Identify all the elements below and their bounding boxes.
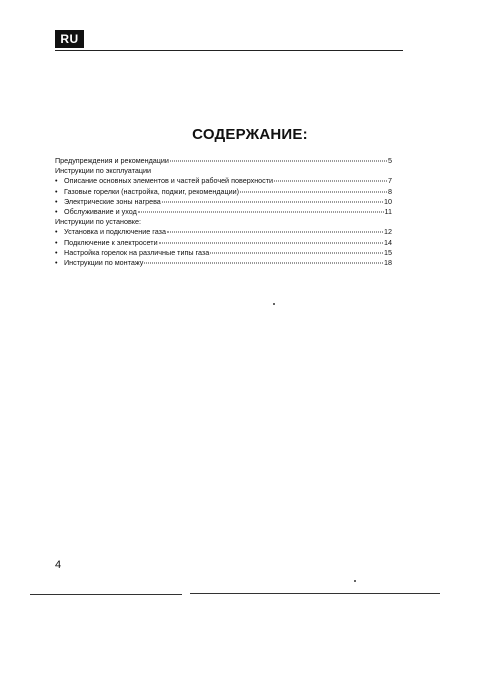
language-badge: RU (55, 30, 84, 48)
toc-entry-label: Обслуживание и уход (64, 206, 137, 216)
toc-entry-page: 8 (388, 186, 392, 196)
bullet-icon: • (55, 247, 58, 257)
toc-entry-page: 5 (388, 156, 392, 165)
dot-leader (274, 181, 387, 182)
toc-entry-page: 14 (384, 237, 392, 247)
bullet-icon: • (55, 237, 58, 247)
table-of-contents (55, 156, 392, 268)
dot-leader (144, 262, 383, 263)
toc-entry-label: Предупреждения и рекомендации (55, 156, 169, 165)
toc-entry-label: Установка и подключение газа (64, 227, 166, 237)
toc-entry (55, 258, 392, 268)
toc-entry-label: Инструкции по установке: (55, 217, 142, 227)
footer-rule (190, 593, 440, 594)
toc-entry (55, 238, 392, 248)
toc-entry (55, 207, 392, 217)
bullet-icon: • (55, 206, 58, 216)
dot-leader (210, 252, 383, 253)
header-rule (55, 50, 403, 51)
toc-entry-page: 10 (384, 196, 392, 206)
page-number: 4 (55, 559, 62, 571)
toc-entry-label: Газовые горелки (настройка, поджиг, рекомендации) (64, 186, 240, 196)
dot-leader (167, 232, 383, 233)
toc-entry-label: Инструкции по эксплуатации (55, 166, 151, 176)
dot-leader (159, 242, 383, 243)
bullet-icon: • (55, 257, 58, 267)
toc-entry-label: Описание основных элементов и частей рабочей поверхности (64, 176, 274, 186)
toc-entry (55, 187, 392, 197)
toc-section-heading (55, 166, 392, 176)
toc-entry (55, 156, 392, 166)
toc-entry-label: Инструкции по монтажу (64, 257, 144, 267)
toc-entry (55, 248, 392, 258)
footer-rule (30, 594, 182, 595)
dot-leader (170, 161, 387, 162)
bullet-icon: • (55, 196, 58, 206)
toc-entry-label: Подключение к электросети (64, 237, 158, 247)
toc-entry (55, 197, 392, 207)
bullet-icon: • (55, 227, 58, 237)
toc-entry (55, 176, 392, 186)
bullet-icon: • (55, 186, 58, 196)
dot-leader (240, 191, 387, 192)
toc-entry-page: 11 (384, 206, 392, 216)
toc-entry-page: 12 (384, 227, 392, 237)
toc-title: СОДЕРЖАНИЕ: (192, 126, 308, 143)
toc-entry-page: 15 (384, 247, 392, 257)
scan-speck (273, 303, 275, 305)
dot-leader (138, 211, 384, 212)
dot-leader (162, 201, 383, 202)
toc-entry (55, 227, 392, 237)
toc-entry-page: 7 (388, 176, 392, 186)
bullet-icon: • (55, 176, 58, 186)
toc-entry-label: Электрические зоны нагрева (64, 196, 161, 206)
toc-entry-page: 18 (384, 257, 392, 267)
toc-section-heading (55, 217, 392, 227)
toc-entry-label: Настройка горелок на различные типы газа (64, 247, 210, 257)
scan-speck (354, 580, 356, 582)
